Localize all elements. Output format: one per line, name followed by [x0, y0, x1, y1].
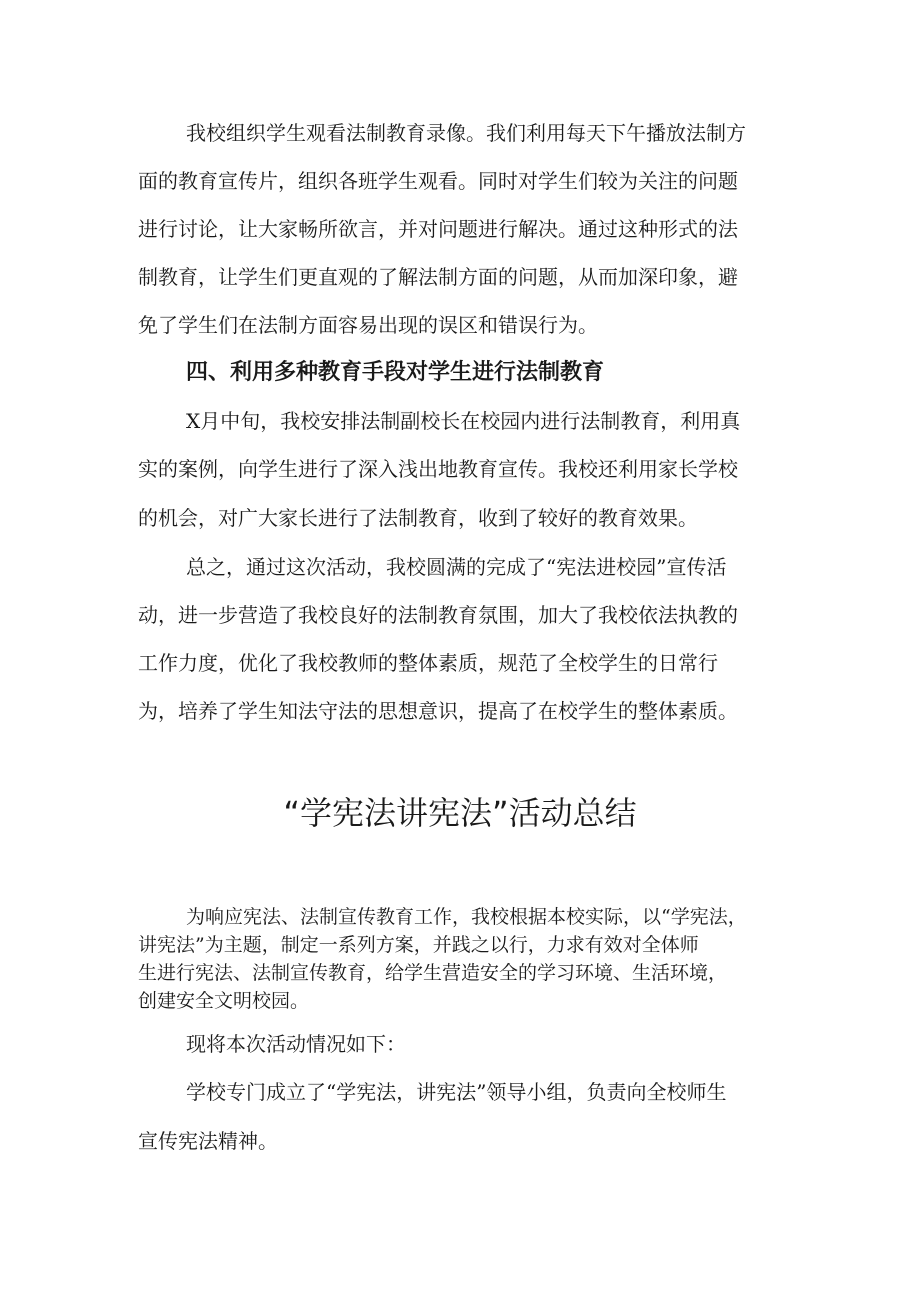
- paragraph-line: 实的案例，向学生进行了深入浅出地教育宣传。我校还利用家长学校: [138, 457, 738, 481]
- paragraph-line: 生进行宪法、法制宣传教育，给学生营造安全的学习环境、生活环境，: [138, 962, 728, 984]
- paragraph-line: 讲宪法”为主题，制定一系列方案，并践之以行，力求有效对全体师: [138, 934, 699, 956]
- paragraph-line: 宣传宪法精神。: [138, 1129, 278, 1153]
- paragraph-line: 的机会，对广大家长进行了法制教育，收到了较好的教育效果。: [138, 506, 698, 530]
- section-heading: 四、利用多种教育手段对学生进行法制教育: [186, 360, 605, 385]
- paragraph-line: 制教育，让学生们更直观的了解法制方面的问题，从而加深印象，避: [138, 265, 738, 289]
- paragraph-line: X月中旬，我校安排法制副校长在校园内进行法制教育，利用真: [186, 409, 741, 433]
- paragraph-line: 工作力度，优化了我校教师的整体素质，规范了全校学生的日常行: [138, 651, 718, 675]
- paragraph-line: 学校专门成立了“学宪法，讲宪法”领导小组，负责向全校师生: [186, 1080, 727, 1104]
- paragraph-line: 为，培养了学生知法守法的思想意识，提高了在校学生的整体素质。: [138, 699, 738, 723]
- paragraph-line: 现将本次活动情况如下：: [186, 1032, 406, 1056]
- paragraph-line: 面的教育宣传片，组织各班学生观看。同时对学生们较为关注的问题: [138, 169, 738, 193]
- paragraph-line: 创建安全文明校园。: [138, 990, 310, 1012]
- paragraph-line: 总之，通过这次活动，我校圆满的完成了“宪法进校园”宣传活: [186, 555, 727, 579]
- paragraph-line: 动，进一步营造了我校良好的法制教育氛围，加大了我校依法执教的: [138, 603, 738, 627]
- paragraph-line: 进行讨论，让大家畅所欲言，并对问题进行解决。通过这种形式的法: [138, 217, 738, 241]
- document-title: “学宪法讲宪法”活动总结: [283, 794, 637, 832]
- paragraph-line: 我校组织学生观看法制教育录像。我们利用每天下午播放法制方: [186, 121, 746, 145]
- paragraph-line: 免了学生们在法制方面容易出现的误区和错误行为。: [138, 313, 598, 337]
- paragraph-line: 为响应宪法、法制宣传教育工作，我校根据本校实际，以“学宪法，: [186, 906, 747, 928]
